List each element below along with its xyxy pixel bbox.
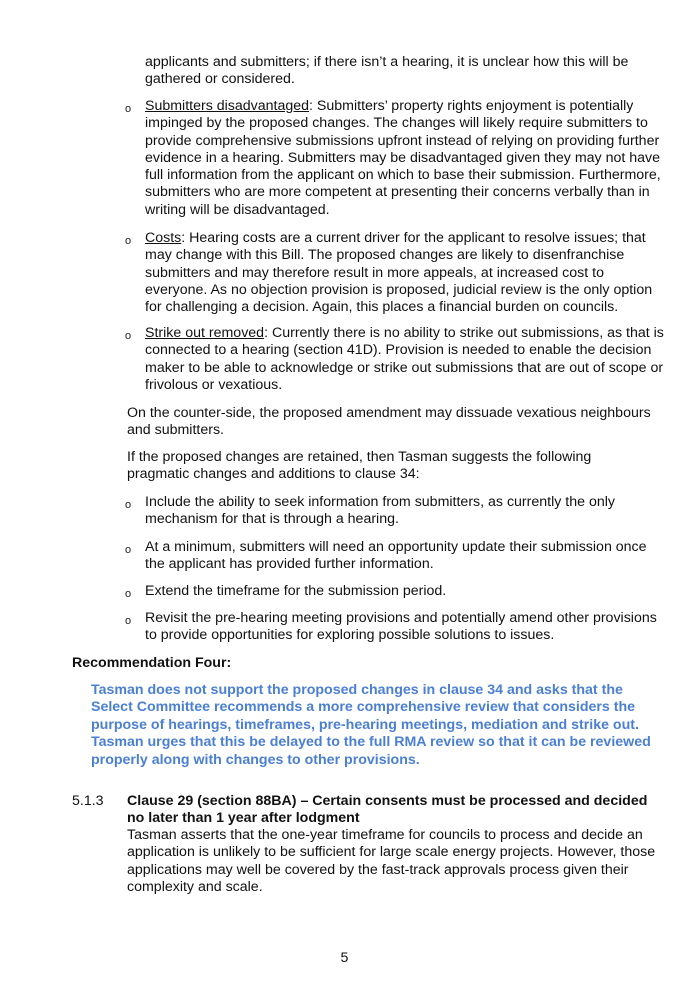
- bullet-icon: o: [125, 499, 132, 511]
- page-number: 5: [340, 950, 349, 966]
- term-label: Submitters disadvantaged: [145, 98, 310, 114]
- suggestion-item: Include the ability to seek information from submitters, as currently the only mechanism for that is through a hearing.: [145, 494, 615, 528]
- suggestion-item: Extend the timeframe for the submission period.: [145, 583, 447, 599]
- bullet-icon: o: [125, 588, 132, 600]
- term-description: : Submitters’ property rights enjoyment is potentially impinged by the proposed changes. The changes will likely require submitters to provide comprehensive submissions upfront instead of relying on providing further evidence in a hearing. Submitters may be disadvantaged given they may not have full information from the applicant on which to base their submission. Furthermore, submitters who are more competent at presenting their concerns verbally than in writing will be disadvantaged.: [145, 98, 661, 218]
- suggestion-item: At a minimum, submitters will need an opportunity update their submission once the applicant has provided further information.: [145, 539, 647, 573]
- term-description: : Hearing costs are a current driver for the applicant to resolve issues; that may change with this Bill. The proposed changes are likely to disenfranchise submitters and may therefore result in more appeals, at increased cost to everyone. As no objection provision is proposed, judicial review is the only option for challenging a decision. Again, this places a financial burden on councils.: [145, 230, 653, 316]
- bullet-icon: o: [125, 544, 132, 556]
- counter-side-paragraph: On the counter-side, the proposed amendment may dissuade vexatious neighbours and submitters.: [127, 405, 651, 439]
- list-item-submitters-disadvantaged: [145, 98, 665, 219]
- term-description: : Currently there is no ability to strike out submissions, as that is connected to a hearing (section 41D). Provision is needed to enable the decision maker to be able to acknowledge or strike out submissions that are out of scope or frivolous or vexatious.: [145, 325, 664, 393]
- clause-number: 5.1.3: [72, 793, 104, 809]
- if-retained-paragraph: If the proposed changes are retained, then Tasman suggests the following pragmatic changes and additions to clause 34:: [127, 449, 592, 483]
- list-item-costs: [145, 230, 665, 316]
- term-label: Costs: [145, 230, 182, 246]
- recommendation-text: Tasman does not support the proposed changes in clause 34 and asks that the Select Committee recommends a more comprehensive review that considers the purpose of hearings, timeframes, pre-hearing meetings, mediation and strike out. Tasman urges that this be delayed to the full RMA review so that it can be reviewed properly along with changes to other provisions.: [91, 682, 651, 768]
- intro-continuation: applicants and submitters; if there isn’t a hearing, it is unclear how this will be gathered or considered.: [145, 54, 629, 88]
- clause-title: Clause 29 (section 88BA) – Certain consents must be processed and decided no later than 1 year after lodgment: [127, 793, 648, 827]
- bullet-icon: o: [125, 103, 132, 115]
- recommendation-heading: Recommendation Four:: [72, 655, 232, 671]
- list-item-strike-out: [145, 325, 665, 394]
- clause-body: Tasman asserts that the one-year timeframe for councils to process and decide an application is unlikely to be sufficient for large scale energy projects. However, those applications may well be covered by the fast-track approvals process given their complexity and scale.: [127, 827, 656, 895]
- bullet-icon: o: [125, 235, 132, 247]
- bullet-icon: o: [125, 330, 132, 342]
- bullet-icon: o: [125, 615, 132, 627]
- term-label: Strike out removed: [145, 325, 265, 341]
- suggestion-item: Revisit the pre-hearing meeting provisions and potentially amend other provisions to provide opportunities for exploring possible solutions to issues.: [145, 610, 657, 644]
